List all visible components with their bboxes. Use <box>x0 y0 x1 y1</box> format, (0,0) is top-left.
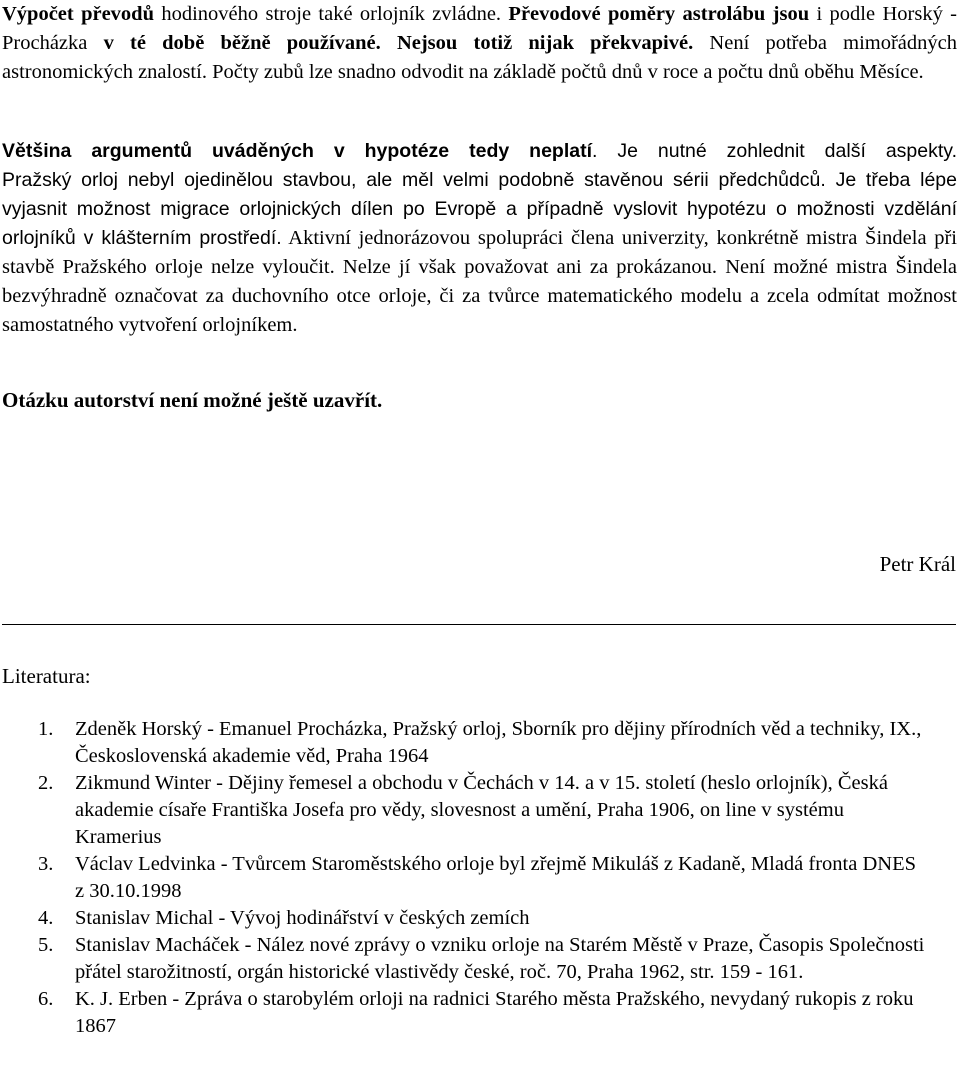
bold-phrase: Převodové poměry astrolábu jsou <box>508 3 810 25</box>
bold-phrase: v té době běžně používané. Nejsou totiž nijak překvapivé. <box>103 32 694 54</box>
reference-text: Zdeněk Horský - Emanuel Procházka, Pražský orloj, Sborník pro dějiny přírodních věd a techniky, IX., Československá akademie věd, Praha 1964 <box>75 718 922 767</box>
bold-phrase: Většina argumentů uváděných v hypotéze tedy neplatí <box>2 140 592 162</box>
conclusion-heading: Otázku autorství není možné ještě uzavřít. <box>2 388 383 412</box>
reference-text: Zikmund Winter - Dějiny řemesel a obchodu v Čechách v 14. a v 15. století (heslo orlojník), Česká akademie císaře Františka Josefa pro vědy, slovesnost a umění, Praha 1906, on line v systému Kramerius <box>75 772 888 848</box>
text-run: Aktivní jednorázovou spolupráci člena univerzity, konkrétně mistra Šindela při stavbě Pražského orloje nelze vyloučit. Nelze jí však považovat ani za prokázanou. Není možné mistra Šindela bezvýhradně označovat za duchovního otce orloje, či za tvůrce matematického modelu a zcela odmítat možnost samostatného vytvoření orlojníkem. <box>2 227 957 336</box>
reference-item <box>0 716 930 770</box>
reference-text: K. J. Erben - Zpráva o starobylém orloji na radnici Starého města Pražského, nevydaný rukopis z roku 1867 <box>75 988 914 1037</box>
reference-list <box>0 716 930 1040</box>
horizontal-divider <box>2 624 956 625</box>
reference-number: 1. <box>38 718 54 740</box>
reference-number: 2. <box>38 772 54 794</box>
text-run: Není potřeba mimořádných astronomických znalostí. Počty zubů lze snadno odvodit na základě počtů dnů v roce a počtu dnů oběhu Měsíce. <box>2 32 957 83</box>
reference-item <box>0 905 930 932</box>
text-run: hodinového stroje také orlojník zvládne. <box>154 3 509 25</box>
paragraph-gear-ratios <box>2 0 957 87</box>
reference-item <box>0 851 930 905</box>
text-run: . Je nutné zohlednit další aspekty. <box>592 140 957 162</box>
reference-item <box>0 770 930 851</box>
reference-number: 3. <box>38 853 54 875</box>
reference-number: 4. <box>38 907 54 929</box>
reference-number: 6. <box>38 988 54 1010</box>
reference-number: 5. <box>38 934 54 956</box>
author-signature: Petr Král <box>879 552 956 576</box>
reference-item <box>0 986 930 1040</box>
reference-item <box>0 932 930 986</box>
paragraph-arguments <box>2 137 957 340</box>
reference-text: Stanislav Michal - Vývoj hodinářství v českých zemích <box>75 907 530 929</box>
reference-text: Stanislav Macháček - Nález nové zprávy o vzniku orloje na Starém Městě v Praze, Časopis Společnosti přátel starožitností, orgán historické vlastivědy české, roč. 70, Praha 1962, str. 159 - 161. <box>75 934 925 983</box>
text-run: i podle Horský - Procházka <box>2 3 957 54</box>
literature-title: Literatura: <box>2 664 91 688</box>
text-run: Pražský orloj nebyl ojedinělou stavbou, ale měl velmi podobně stavěnou sérii předchůdců. Je třeba lépe vyjasnit možnost migrace orlojnických dílen po Evropě a případně vyslovit hypotézu o možnosti vzdělání orlojníků v klášterním prostředí. <box>2 169 957 249</box>
bold-phrase: Výpočet převodů <box>2 3 154 25</box>
reference-text: Václav Ledvinka - Tvůrcem Staroměstského orloje byl zřejmě Mikuláš z Kadaně, Mladá fronta DNES z 30.10.1998 <box>75 853 917 902</box>
